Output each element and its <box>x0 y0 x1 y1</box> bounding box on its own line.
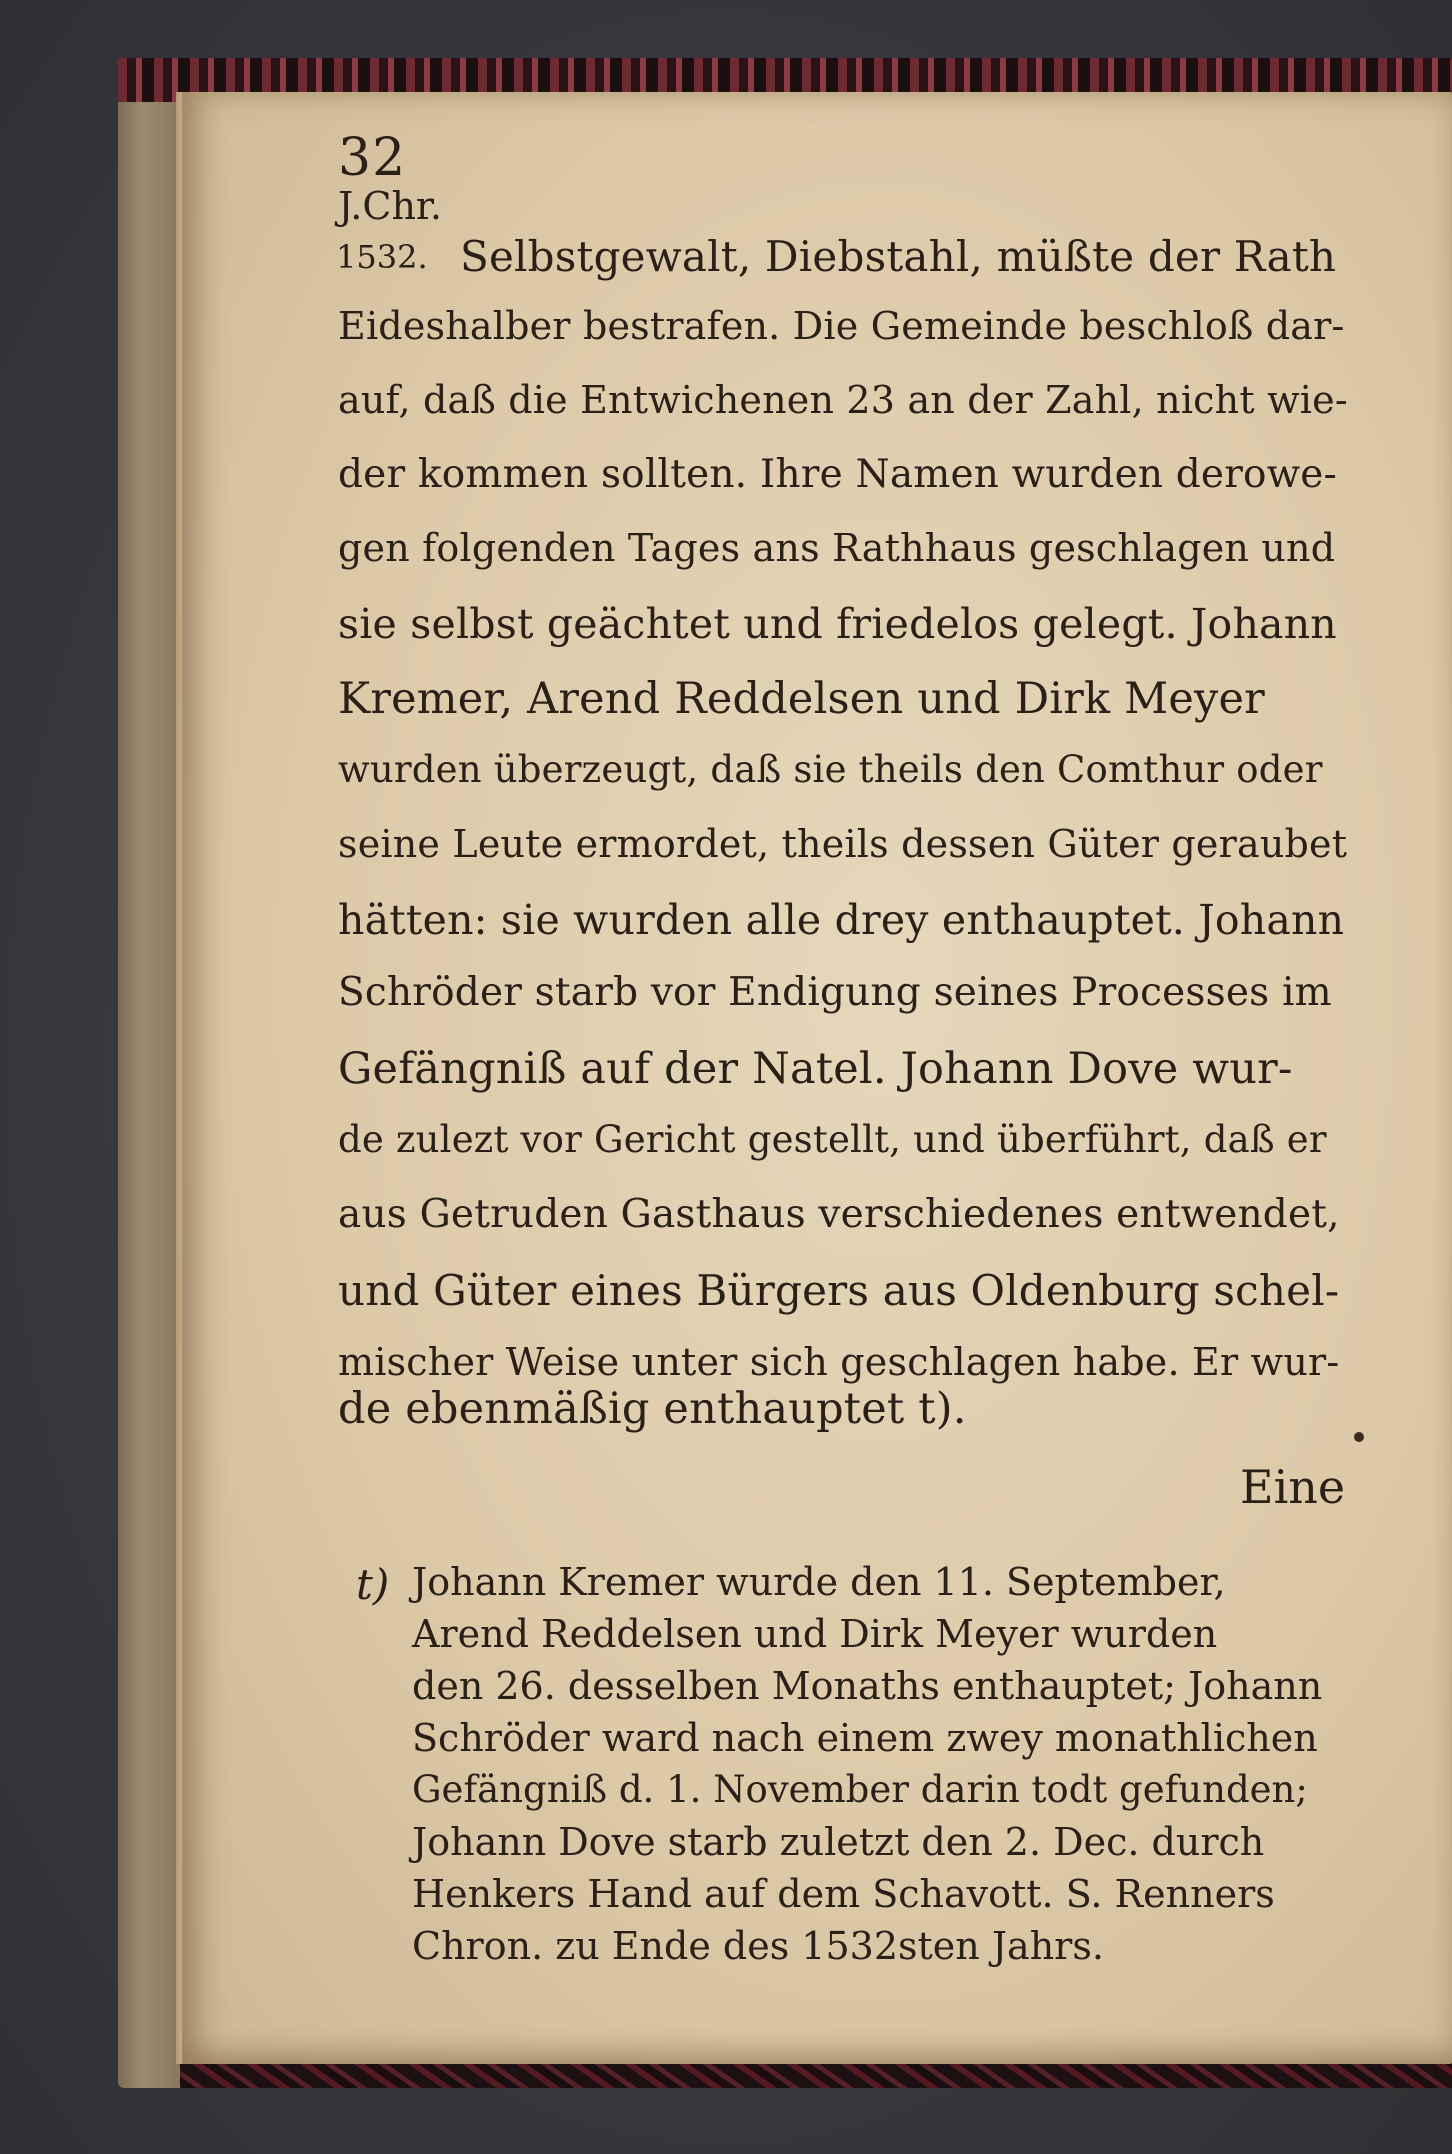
footnote-line: Gefängniß d. 1. November darin todt gefunden; <box>412 1768 1308 1811</box>
page-number: 32 <box>338 128 407 188</box>
year-label: J.Chr. <box>338 184 442 228</box>
body-line: der kommen sollten. Ihre Namen wurden derowe- <box>338 452 1337 497</box>
footnote-line: Arend Reddelsen und Dirk Meyer wurden <box>412 1612 1218 1656</box>
book-spine <box>118 58 180 2088</box>
body-line: gen folgenden Tages ans Rathhaus geschlagen und <box>338 526 1336 570</box>
footnote-line: Henkers Hand auf dem Schavott. S. Renners <box>412 1872 1275 1916</box>
body-line: Gefängniß auf der Natel. Johann Dove wur- <box>338 1044 1293 1094</box>
catchword: Eine <box>1240 1460 1346 1514</box>
body-line: seine Leute ermordet, theils dessen Güter geraubet <box>338 822 1348 866</box>
body-line: auf, daß die Entwichenen 23 an der Zahl, nicht wie- <box>338 378 1348 422</box>
body-line: hätten: sie wurden alle drey enthauptet. Johann <box>338 896 1345 944</box>
body-line: mischer Weise unter sich geschlagen habe. Er wur- <box>338 1340 1340 1384</box>
body-line: aus Getruden Gasthaus verschiedenes entwendet, <box>338 1192 1340 1237</box>
body-line: de zulezt vor Gericht gestellt, und überführt, daß er <box>338 1118 1327 1161</box>
footnote-line: Johann Dove starb zuletzt den 2. Dec. durch <box>412 1820 1265 1864</box>
body-line: Schröder starb vor Endigung seines Processes im <box>338 970 1332 1015</box>
footnote-line: Johann Kremer wurde den 11. September, <box>412 1560 1226 1604</box>
year-marginal: 1532. <box>336 238 428 276</box>
body-line: sie selbst geächtet und friedelos gelegt. Johann <box>338 600 1337 648</box>
footnote-line: den 26. desselben Monaths enthauptet; Johann <box>412 1664 1323 1708</box>
body-line: wurden überzeugt, daß sie theils den Comthur oder <box>338 748 1323 791</box>
footnote-marker: t) <box>356 1560 390 1609</box>
body-line: Kremer, Arend Reddelsen und Dirk Meyer <box>338 674 1265 724</box>
ink-speck <box>1354 1432 1364 1442</box>
body-line: Eideshalber bestrafen. Die Gemeinde beschloß dar- <box>338 304 1345 348</box>
footnote-line: Schröder ward nach einem zwey monathlichen <box>412 1716 1318 1760</box>
body-line: und Güter eines Bürgers aus Oldenburg schel- <box>338 1266 1340 1315</box>
body-line: de ebenmäßig enthauptet t). <box>338 1384 967 1434</box>
body-line: Selbstgewalt, Diebstahl, müßte der Rath <box>460 232 1337 281</box>
footnote-line: Chron. zu Ende des 1532sten Jahrs. <box>412 1924 1104 1968</box>
